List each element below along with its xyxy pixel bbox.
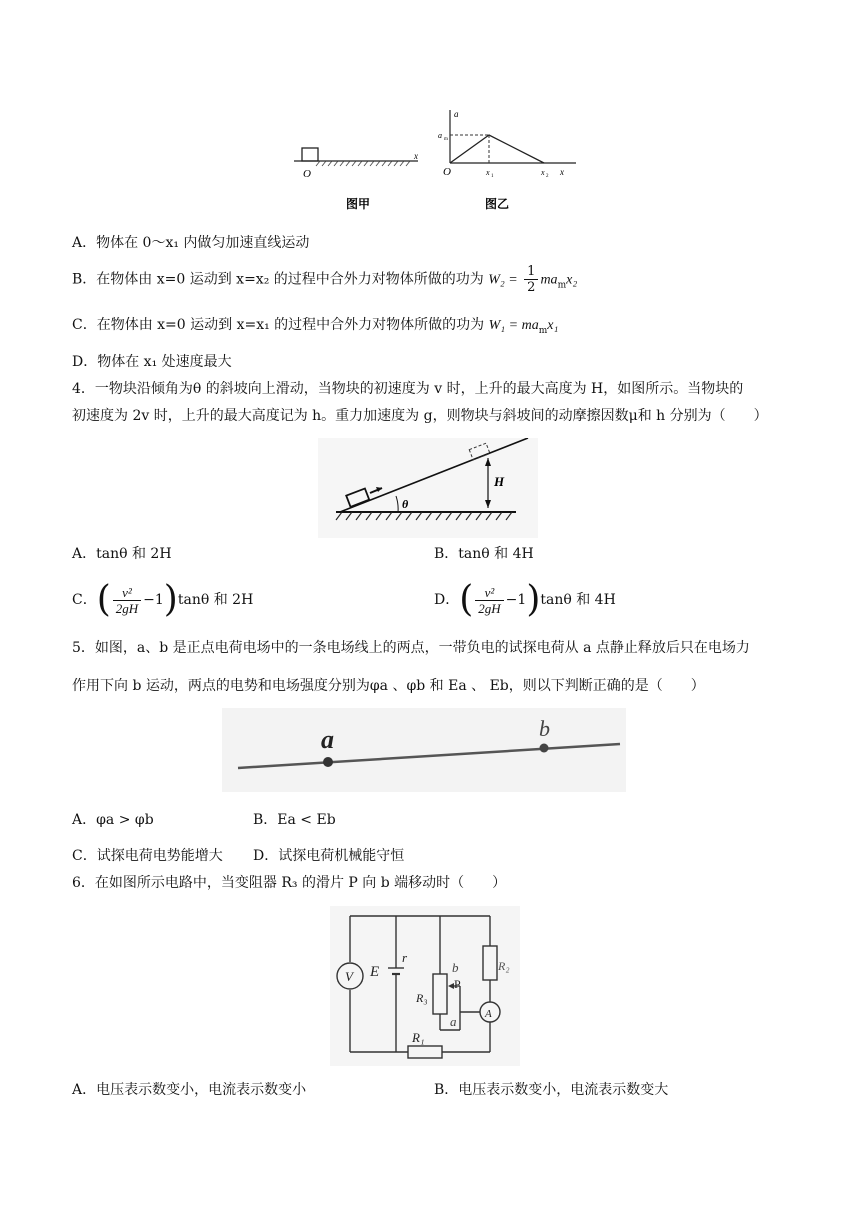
q3-option-b-frac-num: 1: [524, 264, 538, 280]
fig-yi-x2-label: x: [541, 168, 545, 177]
q3-option-c: [72, 315, 558, 341]
q3-option-c-text: C．在物体由 x=0 运动到 x=x₁ 的过程中合外力对物体所做的功为: [72, 317, 485, 333]
fig-yi-origin: O: [443, 166, 451, 178]
figure-motion-graphs: [290, 105, 580, 223]
fig-jia-origin: O: [303, 168, 311, 180]
circuit-R3-label: R₃: [416, 991, 428, 1005]
q3-option-b-frac-den: 2: [527, 280, 536, 295]
q4-stem-line2: 初速度为 2v 时，上升的最大高度记为 h。重力加速度为 g，则物块与斜坡间的动摩擦因数μ和 h 分别为（ ）: [72, 408, 768, 424]
fig-yi-x-axis: x: [560, 167, 564, 177]
q5-stem-line2: 作用下向 b 运动，两点的电势和电场强度分别为φa 、φb 和 Ea 、 Eb，则以下判断正确的是（ ）: [72, 678, 705, 694]
circuit-voltmeter-label: V: [345, 969, 353, 984]
circuit-P-label: P: [454, 977, 461, 991]
q3-option-b-formula-right: ma: [540, 272, 558, 288]
fig-yi-caption: 图乙: [485, 197, 510, 211]
circuit-b-label: b: [452, 960, 459, 975]
fig-jia: [294, 148, 418, 211]
q3-option-b-tail: x₂: [566, 272, 578, 288]
q5-option-d: D．试探电荷机械能守恒: [253, 848, 405, 864]
fig-jia-x-label: x: [414, 151, 418, 161]
q4-option-d-fraction: [475, 585, 503, 616]
fig-yi-am-label: a: [438, 131, 442, 140]
q4-option-d-minus: −1: [505, 592, 527, 608]
q6-stem-line1: 6．在如图所示电路中，当变阻器 R₃ 的滑片 P 向 b 端移动时（ ）: [72, 875, 507, 891]
q4-option-c-after: tanθ 和 2H: [177, 592, 254, 608]
figure-circuit: [330, 906, 520, 1066]
q4-option-d-num: v²: [475, 585, 503, 601]
circuit-E-label: E: [370, 964, 380, 980]
fig-yi-x2-sub: 2: [546, 174, 549, 179]
q3-option-c-tail: x₁: [547, 318, 559, 333]
figure-incline: [318, 438, 538, 538]
q4-option-c-minus: −1: [143, 592, 164, 608]
q5-option-b: B．Ea < Eb: [253, 812, 336, 828]
q4-option-d-after: tanθ 和 4H: [540, 592, 616, 608]
q4-option-c: C．( $\frac{\text{v²}}{2gH}$ −1)tanθ 和 2H: [72, 579, 254, 620]
field-point-a-label: a: [321, 725, 334, 754]
q3-option-b-text: B．在物体由 x=0 运动到 x=x₂ 的过程中合外力对物体所做的功为: [72, 271, 484, 288]
incline-theta-label: θ: [402, 497, 409, 511]
fig-yi-am-sub: m: [444, 137, 448, 142]
q3-option-c-sub: m: [538, 325, 548, 336]
q4-option-d-label: D．: [434, 592, 460, 608]
q5-stem-line1: 5．如图，a、b 是正点电荷电场中的一条电场线上的两点，一带负电的试探电荷从 a 点静止释放后只在电场力: [72, 640, 750, 656]
q4-option-a: A．tanθ 和 2H: [72, 546, 172, 562]
fig-yi-x1-label: x: [486, 168, 490, 177]
q4-option-c-den: 2gH: [115, 600, 139, 616]
q5-option-a: A．φa > φb: [72, 812, 154, 828]
circuit-a-label: a: [450, 1014, 457, 1029]
circuit-ammeter-label: A: [485, 1008, 492, 1020]
circuit-R2-label: R₂: [498, 959, 510, 973]
fig-yi: [438, 109, 576, 211]
q4-option-c-num: v²: [113, 585, 141, 601]
q3-option-b-formula-left: W₂ =: [488, 272, 518, 288]
q4-option-d: D．( $\frac{\text{v²}}{2gH}$ −1)tanθ 和 4H: [434, 579, 616, 620]
q4-option-c-fraction: [113, 585, 141, 616]
q3-option-b-sub: m: [557, 280, 567, 291]
q6-option-a: A．电压表示数变小，电流表示数变小: [72, 1082, 307, 1098]
q6-option-b: B．电压表示数变小，电流表示数变大: [434, 1082, 669, 1098]
fig-jia-caption: 图甲: [346, 197, 371, 211]
q3-option-a: A．物体在 0～x₁ 内做匀加速直线运动: [72, 235, 310, 251]
q4-stem-line1: 4．一物块沿倾角为θ 的斜坡向上滑动，当物块的初速度为 v 时，上升的最大高度为 H，如图所示。当物块的: [72, 381, 744, 397]
q4-option-d-den: 2gH: [478, 600, 501, 616]
q3-option-c-formula: W₁ = ma: [488, 318, 539, 333]
field-point-b-label: b: [539, 716, 550, 741]
q3-option-b-fraction: [524, 264, 538, 295]
circuit-R1-label: R₁: [412, 1030, 425, 1045]
q3-option-d: D．物体在 x₁ 处速度最大: [72, 354, 232, 370]
figure-field-line: [222, 708, 626, 792]
q4-option-b: B．tanθ 和 4H: [434, 546, 534, 562]
q4-option-c-label: C．: [72, 592, 97, 608]
fig-yi-x1-sub: 1: [491, 174, 494, 179]
circuit-r-label: r: [402, 950, 408, 965]
incline-H-label: H: [494, 474, 505, 489]
q5-option-c: C．试探电荷电势能增大: [72, 848, 223, 864]
q3-option-b: [72, 264, 577, 295]
fig-yi-a-axis: a: [454, 109, 459, 119]
